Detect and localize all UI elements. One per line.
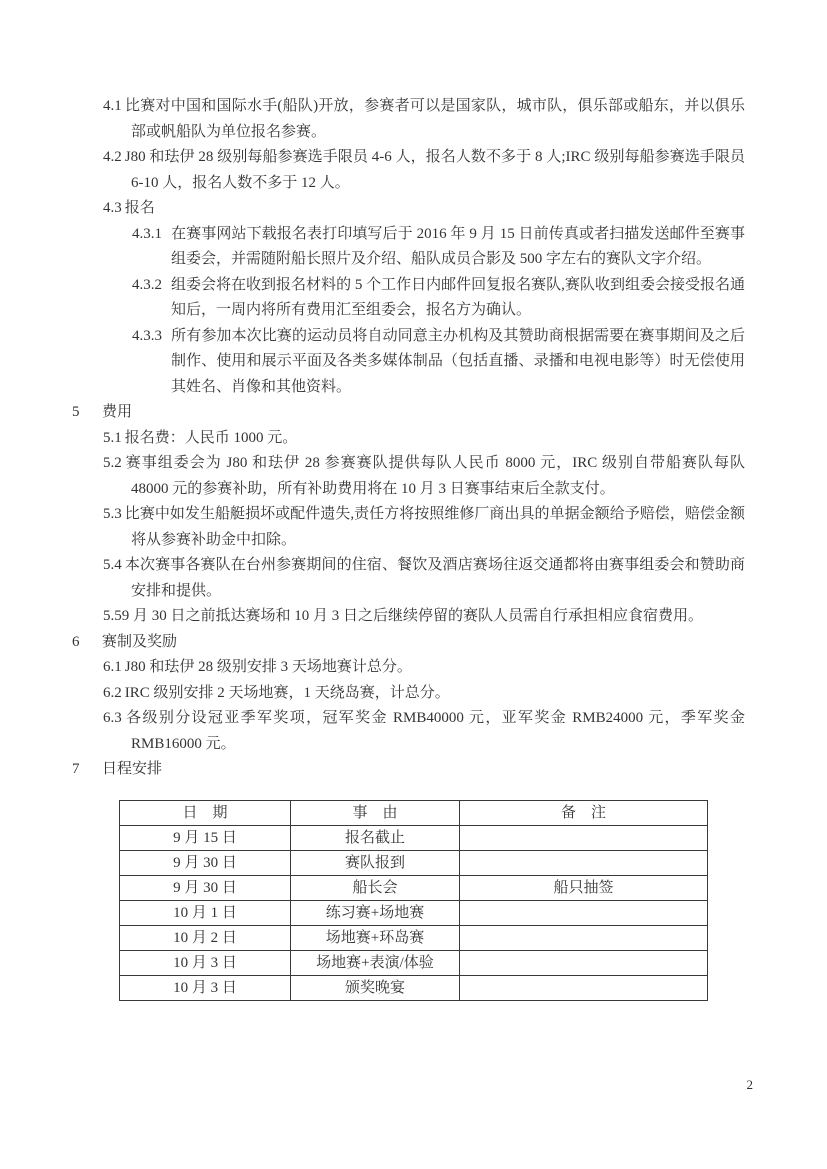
schedule-event-cell: 报名截止	[291, 825, 460, 850]
schedule-note-cell: 船只抽签	[460, 875, 708, 900]
schedule-row	[120, 975, 708, 1000]
schedule-note-cell	[460, 825, 708, 850]
section-number: 5	[72, 404, 80, 420]
schedule-event-cell: 赛队报到	[291, 850, 460, 875]
clause-text: 比赛中如发生船艇损坏或配件遗失,责任方将按照维修厂商出具的单据金额给予赔偿，赔偿金额将从参赛补助金中扣除。	[124, 506, 745, 548]
clause-number: 4.3.2	[132, 276, 162, 293]
clause-text: 组委会将在收到报名材料的 5 个工作日内邮件回复报名赛队,赛队收到组委会接受报名通知后，一周内将所有费用汇至组委会，报名方为确认。	[171, 276, 745, 318]
section-number: 6	[72, 633, 80, 650]
clause-text: 所有参加本次比赛的运动员将自动同意主办机构及其赞助商根据需要在赛事期间及之后制作、使用和展示平面及各类多媒体制品（包括直播、录播和电视电影等）时无偿使用其姓名、肖像和其他资料。	[171, 327, 745, 395]
clause-number: 6.1	[103, 659, 122, 675]
clause-5-1	[72, 426, 745, 452]
clause-text: 报名费：人民币 1000 元。	[124, 429, 298, 446]
clause-number: 5.2	[103, 455, 122, 471]
schedule-row	[120, 825, 708, 850]
schedule-event-cell: 场地赛+表演/体验	[291, 950, 460, 975]
section-heading-5	[72, 400, 745, 426]
schedule-row	[120, 900, 708, 925]
schedule-date-cell: 9 月 30 日	[120, 875, 291, 900]
schedule-date-cell: 10 月 2 日	[120, 925, 291, 950]
schedule-date-cell: 9 月 30 日	[120, 850, 291, 875]
schedule-header-date: 日 期	[120, 800, 291, 825]
schedule-table	[119, 800, 708, 1001]
section-heading-6	[72, 630, 745, 656]
clause-text: 赛事组委会为 J80 和珐伊 28 参赛赛队提供每队人民币 8000 元，IRC 级别自带船赛队每队 48000 元的参赛补助，所有补助费用将在 10 月 3 日赛事结束后全款支付。	[124, 455, 745, 497]
section-heading-7	[72, 757, 745, 783]
schedule-row	[120, 850, 708, 875]
schedule-note-cell	[460, 900, 708, 925]
clause-number: 4.3.1	[132, 225, 162, 242]
clause-5-4	[72, 553, 745, 604]
schedule-header-row	[120, 800, 708, 825]
schedule-note-cell	[460, 850, 708, 875]
clause-text: 比赛对中国和国际水手(船队)开放，参赛者可以是国家队，城市队，俱乐部或船东，并以俱乐部或帆船队为单位报名参赛。	[124, 98, 745, 140]
schedule-date-cell: 10 月 1 日	[120, 900, 291, 925]
clause-4-3-1	[72, 222, 745, 273]
section-number: 7	[72, 761, 80, 777]
page-number: 2	[746, 1077, 753, 1092]
clause-number: 5.3	[103, 506, 122, 522]
schedule-date-cell: 10 月 3 日	[120, 950, 291, 975]
schedule-date-cell: 10 月 3 日	[120, 975, 291, 1000]
schedule-row	[120, 950, 708, 975]
clause-text: 报名	[124, 200, 155, 216]
clause-text: 本次赛事各赛队在台州参赛期间的住宿、餐饮及酒店赛场往返交通都将由赛事组委会和赞助商安排和提供。	[124, 557, 745, 599]
clause-number: 6.3	[103, 710, 122, 726]
clause-text: IRC 级别安排 2 天场地赛，1 天绕岛赛，计总分。	[124, 684, 450, 701]
schedule-header-event: 事 由	[291, 800, 460, 825]
clause-5-3	[72, 502, 745, 553]
schedule-date-cell: 9 月 15 日	[120, 825, 291, 850]
clause-number: 4.3.3	[132, 327, 162, 344]
schedule-row	[120, 875, 708, 900]
clause-number: 5.5	[103, 608, 122, 624]
clause-text: 9 月 30 日之前抵达赛场和 10 月 3 日之后继续停留的赛队人员需自行承担相应食宿费用。	[121, 608, 704, 624]
schedule-note-cell	[460, 975, 708, 1000]
clause-5-5	[72, 604, 745, 630]
clause-text: 各级别分设冠亚季军奖项，冠军奖金 RMB40000 元，亚军奖金 RMB24000 元，季军奖金 RMB16000 元。	[124, 710, 745, 752]
clause-number: 4.3	[103, 200, 122, 216]
clause-6-2	[72, 681, 745, 707]
schedule-event-cell: 练习赛+场地赛	[291, 900, 460, 925]
schedule-note-cell	[460, 925, 708, 950]
schedule-note-cell	[460, 950, 708, 975]
schedule-header-note: 备 注	[460, 800, 708, 825]
section-title: 日程安排	[102, 761, 163, 777]
clause-4-3-3	[72, 324, 745, 401]
clause-number: 4.1	[103, 98, 122, 114]
clause-text: 在赛事网站下载报名表打印填写后于 2016 年 9 月 15 日前传真或者扫描发送邮件至赛事组委会，并需随附船长照片及介绍、船队成员合影及 500 字左右的赛队文字介绍。	[171, 225, 745, 267]
clause-4-3-2	[72, 273, 745, 324]
schedule-event-cell: 船长会	[291, 875, 460, 900]
clause-6-3	[72, 706, 745, 757]
clause-4-3	[72, 196, 745, 222]
clause-number: 4.2	[103, 149, 122, 165]
clause-4-1	[72, 94, 745, 145]
schedule-event-cell: 场地赛+环岛赛	[291, 925, 460, 950]
clause-4-2	[72, 145, 745, 196]
clause-number: 5.1	[103, 429, 122, 446]
clause-number: 6.2	[103, 684, 122, 701]
schedule-row	[120, 925, 708, 950]
section-title: 费用	[102, 404, 133, 420]
clause-5-2	[72, 451, 745, 502]
schedule-event-cell: 颁奖晚宴	[291, 975, 460, 1000]
clause-text: J80 和珐伊 28 级别每船参赛选手限员 4-6 人，报名人数不多于 8 人;IRC 级别每船参赛选手限员 6-10 人，报名人数不多于 12 人。	[124, 149, 745, 191]
clause-number: 5.4	[103, 557, 122, 573]
section-title: 赛制及奖励	[102, 633, 178, 650]
clause-text: J80 和珐伊 28 级别安排 3 天场地赛计总分。	[124, 659, 412, 675]
clause-6-1	[72, 655, 745, 681]
